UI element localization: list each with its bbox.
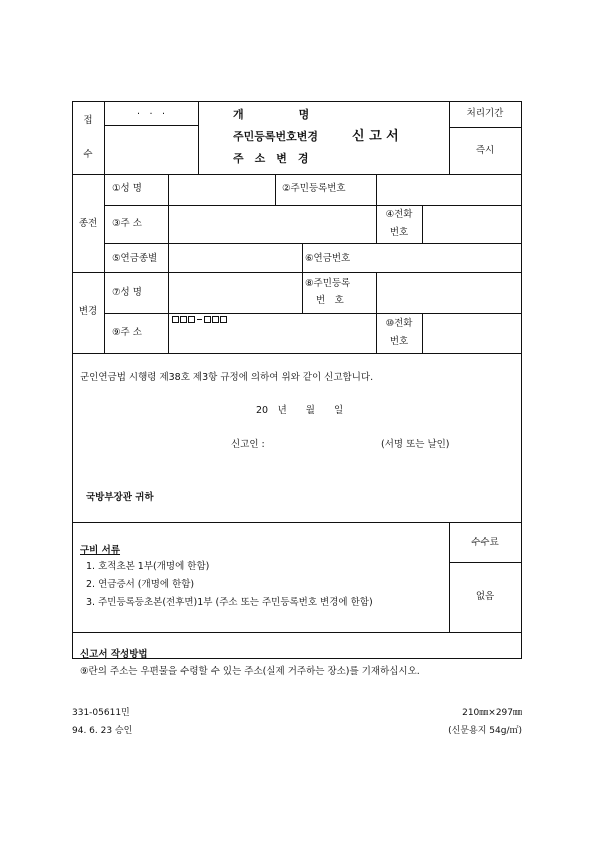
grid-line xyxy=(104,243,522,244)
declaration-date: 20 년 월 일 xyxy=(256,405,344,416)
fee-value: 없음 xyxy=(475,591,495,602)
processing-value: 즉시 xyxy=(475,145,495,156)
paper-size: 210㎜×297㎜ xyxy=(462,708,522,718)
section-label-before: 종전 xyxy=(78,218,98,229)
instructions-text: ⑨란의 주소는 우편물을 수령할 수 있는 주소(실제 거주하는 장소)를 기재하십시오. xyxy=(80,666,420,677)
title-line: 주 소 변 경 xyxy=(233,152,309,165)
field-label-address: ③주 소 xyxy=(112,218,142,229)
receipt-date-field[interactable]: · · · xyxy=(136,109,166,120)
title-line: 개 명 xyxy=(233,108,310,121)
paper-spec: (신문용지 54g/㎡) xyxy=(448,726,522,736)
grid-line xyxy=(104,101,105,353)
processing-label: 처리기간 xyxy=(466,108,504,119)
grid-line xyxy=(302,243,303,313)
field-label-new-phone: 번호 xyxy=(389,336,409,347)
field-label-pension-no: ⑥연금번호 xyxy=(305,253,351,264)
grid-line xyxy=(72,632,522,633)
field-label-name: ①성 명 xyxy=(112,183,142,194)
document-item: 2. 연금증서 (개명에 한함) xyxy=(86,579,195,590)
grid-line xyxy=(104,125,198,126)
form-title: 신 고 서 xyxy=(352,129,399,144)
instructions-heading: 신고서 작성방법 xyxy=(80,649,148,660)
fee-label: 수수료 xyxy=(471,537,499,548)
section-label-after: 변경 xyxy=(78,306,98,317)
grid-line xyxy=(449,127,522,128)
sign-note: (서명 또는 날인) xyxy=(381,439,450,450)
field-label-phone: ④전화 xyxy=(385,209,413,220)
grid-line xyxy=(275,174,276,205)
grid-line xyxy=(72,353,522,354)
declarant-label: 신고인 : xyxy=(231,439,265,450)
grid-line xyxy=(104,313,522,314)
recipient: 국방부장관 귀하 xyxy=(86,492,154,503)
declaration-statement: 군인연금법 시행령 제38호 제3항 규정에 의하여 위와 같이 신고합니다. xyxy=(80,372,374,383)
grid-line xyxy=(376,272,377,353)
field-label-new-rrn: ⑧주민등록 xyxy=(305,278,351,289)
postal-code-boxes[interactable] xyxy=(172,316,228,323)
grid-line xyxy=(422,313,423,353)
field-label-rrn: ②주민등록번호 xyxy=(282,183,346,194)
grid-line xyxy=(422,205,423,243)
grid-line xyxy=(72,272,522,273)
document-item: 3. 주민등록등초본(전후면)1부 (주소 또는 주민등록번호 변경에 한함) xyxy=(86,597,373,608)
receipt-label: 접 xyxy=(83,115,93,126)
field-label-phone: 번호 xyxy=(389,227,409,238)
document-item: 1. 호적초본 1부(개명에 한함) xyxy=(86,561,210,572)
grid-line xyxy=(376,174,377,243)
grid-line xyxy=(168,174,169,353)
grid-line xyxy=(72,174,522,175)
grid-line xyxy=(104,205,522,206)
field-label-new-phone: ⑩전화 xyxy=(385,318,413,329)
grid-line xyxy=(72,522,522,523)
documents-heading: 구비 서류 xyxy=(80,545,121,556)
grid-line xyxy=(449,101,450,174)
field-label-new-address: ⑨주 소 xyxy=(112,327,142,338)
field-label-new-name: ⑦성 명 xyxy=(112,287,142,298)
field-label-new-rrn: 번 호 xyxy=(316,295,344,306)
grid-line xyxy=(449,522,450,632)
grid-line xyxy=(198,101,199,174)
approval-date: 94. 6. 23 승인 xyxy=(72,726,133,736)
title-line: 주민등록번호변경 xyxy=(233,130,319,143)
field-label-pension-type: ⑤연금종별 xyxy=(112,253,158,264)
grid-line xyxy=(449,562,522,563)
receipt-label: 수 xyxy=(83,149,93,160)
form-code: 331-05611민 xyxy=(72,708,130,718)
